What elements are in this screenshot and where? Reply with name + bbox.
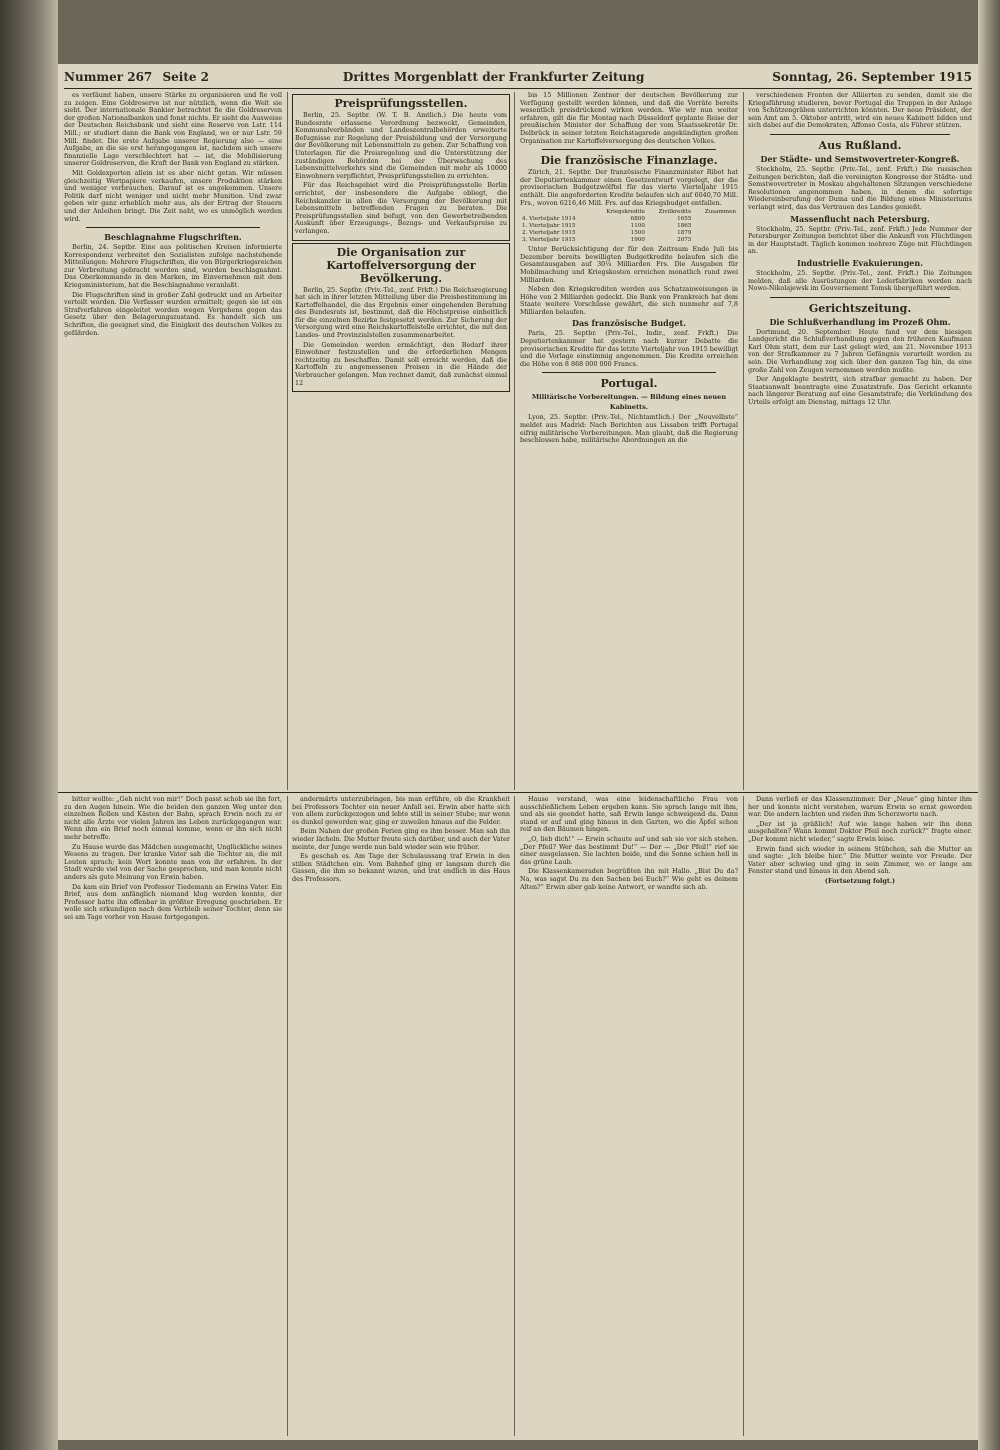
column-rule [743,92,744,790]
book-binding [0,0,58,1450]
newspaper-page [58,64,978,1440]
column-1 [64,92,282,790]
story-paragraph: andermärts unterzubringen, bis man erführe, ob die Krankheit bei Professors Tochter ein neuer Anfall sei. Erwin aber hatte sich von allem zurückgezogen und lebte still in seiner Stube; nur wenn es dunkel geworden war, ging er zuweilen hinaus auf die Felder. [292,796,510,826]
table-cell [693,237,738,244]
article-paragraph: Stockholm, 25. Septbr. (Priv.-Tel., zenf. Frkft.) Die russischen Zeitungen berichten, daß die vereinigten Kongresse der Städte- und Semstwovertreter in Moskau abgehaltenen Sitzungen verschiedene Resolutionen angenommen haben, in denen die sofortige Wiedereinberufung der Duma und die Bildung eines Ministeriums verlangt wird, das das Vertrauen des Landes genießt. [748,164,972,211]
article-paragraph: Die Gemeinden werden ermächtigt, den Bedarf ihrer Einwohner festzustellen und die erforderlichen Mengen rechtzeitig zu beschaffen. Damit soll erreicht werden, daß die Kartoffeln zu angemessenen Preisen in die Hände der Verbraucher gelangen. Man rechnet damit, daß zunächst einmal 12 [295,340,507,387]
story-paragraph: Erwin fand sich wieder in seinem Stübchen, sah die Mutter an und sagte: „Ich bleibe hier.“ Die Mutter weinte vor Freude. Der Vater aber schwieg und ging in sein Zimmer, wo er lange am Fenster stand und hinaus in den Abend sah. [748,844,972,876]
story-paragraph: Hause verstand, was eine leidenschaftliche Frau von ausschließlichem Leben ergeben kann. Sie sprach lange mit ihm, und als sie geendet hatte, saß Erwin lange schweigend da. Dann stand er auf und ging hinaus in den Garten, wo die Äpfel schon reif an den Bäumen hingen. [520,796,738,834]
article-headline: Preisprüfungsstellen. [334,97,468,110]
column-rule [287,796,288,1436]
article-divider [86,227,260,228]
article-headline: Die Schlußverhandlung im Prozeß Ohm. [769,316,951,327]
feuilleton-column-1 [64,796,282,1436]
section-headline: Aus Rußland. [818,138,902,152]
article-paragraph: Der Angeklagte bestritt, sich strafbar gemacht zu haben. Der Staatsanwalt beantragte eine Zusatzstrafe. Das Gericht erkannte nach längerer Beratung auf eine Gesamtstrafe; die Verkündung des Urteils erfolgt am Dienstag, mittags 12 Uhr. [748,375,972,407]
page-edge [978,0,1000,1450]
boxed-article [292,94,510,241]
article-paragraph: Stockholm, 25. Septbr. (Priv.-Tel., zenf. Frkft.) Die Zeitungen melden, daß alle Ausrüstungen der Lederfabriken werden nach Nowo-Nikolajewsk im Gouvernement Tomsk übergeführt werden. [748,268,972,293]
article-paragraph: Unter Berücksichtigung der für den Zeitraum Ende Juli bis Dezember bereits bewilligten Budgetkredite belaufen sich die Gesamtausgaben auf 30¼ Milliarden Frs. Die Ausgaben für Mobilmachung und Kriegskosten erreichen monatlich rund zwei Milliarden. [520,245,738,284]
article-headline: Massenflucht nach Petersburg. [790,213,930,224]
article-paragraph: Berlin, 25. Septbr. (W. T. B. Amtlich.) Die heute vom Bundesrate erlassene Verordnung bezweckt, Gemeinden, Kommunalverbänden und Landeszentralbehörden erweiterte Befugnisse zur Regelung der Preisbildung und der Versorgung der Bevölkerung mit Lebensmitteln zu geben. Zur Schaffung von Unterlagen für die Preisregelung und die Unterstützung der zuständigen Behörden bei der Überwachung des Lebensmittelverkehrs sind die Gemeinden mit mehr als 10000 Einwohnern verpflichtet, Preisprüfungsstellen zu errichten. [295,111,507,180]
article-headline: Die Organisation zur Kartoffelversorgung der Bevölkerung. [326,245,476,285]
article-headline: Beschlagnahme Flugschriften. [104,232,242,243]
article-paragraph: bis 15 Millionen Zentner der deutschen Bevölkerung zur Verfügung gestellt werden können, und daß die Vorräte bereits wesentlich preisdrückend wirken werden. Wie wir nun weiter erfahren, gilt die für Montag nach Düsseldorf geplante Reise der preußischen Minister der Schaffung der vom Staatssekretär Dr. Delbrück in seiner letzten Reichstagsrede angekündigten großen Organisation zur Kartoffelversorgung des deutschen Volkes. [520,92,738,145]
article-paragraph: Die Flugschriften sind in großer Zahl gedruckt und an Arbeiter verteilt worden. Die Verfasser wurden ermittelt; gegen sie ist ein Strafverfahren eingeleitet worden wegen Vergehens gegen das Gesetz über den Belagerungszustand. Es handelt sich um Schriften, die geeignet sind, die Einigkeit des deutschen Volkes zu gefährden. [64,290,282,337]
feuilleton-column-4 [748,796,972,1436]
article-divider [770,297,949,298]
article-subheadline: Militärische Vorbereitungen. — Bildung eines neuen Kabinetts. [531,393,727,412]
column-2 [292,92,510,790]
table-cell: 1100 [630,223,645,230]
table-row [520,237,738,244]
article-headline: Der Städte- und Semstwovertreter-Kongreß. [760,153,960,164]
story-paragraph: Es geschah es. Am Tage der Schulaussang traf Erwin in den stillen Städtchen ein. Vom Bahnhof ging er langsam durch die Gassen, die ihm so bekannt waren, und trat endlich in das Haus des Professors. [292,852,510,883]
column-rule [514,796,515,1436]
table-cell: 1500 [630,230,645,237]
article-paragraph: Neben den Kriegskrediten werden aus Schatzanweisungen in Höhe von 2 Milliarden gedeckt. Die Bank von Frankreich hat dem Staate weitere Vorschüsse gewährt, die sich nunmehr auf 7,8 Milliarden belaufen. [520,285,738,316]
page-number: Seite 2 [162,70,210,84]
story-paragraph: Dann verließ er das Klassenzimmer. Der „Neue“ ging hinter ihm her und konnte nicht verstehen, warum Erwin so ernst geworden war. Die andern lachten und riefen ihm Scherzworte nach. [748,796,972,819]
story-paragraph: „Der ist ja gräßlich! Auf wie lange haben wir ihn denn ausgehalten? Wann kommt Doktor Pfeil noch zurück?“ fragte einer. „Der kommt nicht wieder,“ sagte Erwin leise. [748,819,972,843]
column-4 [748,92,972,790]
article-paragraph: Dortmund, 20. September. Heute fand vor dem hiesigen Landgericht die Schlußverhandlung gegen den früheren Kaufmann Karl Ohm statt, dem zur Last gelegt wird, am 21. November 1913 von der Strafkammer zu 7 Jahren Gefängnis verurteilt worden zu sein. Die Verhandlung zog sich über den ganzen Tag hin, da eine große Zahl von Zeugen vernommen werden mußte. [748,327,972,374]
article-headline: Industrielle Evakuierungen. [796,257,923,268]
feuilleton-column-3 [520,796,738,1436]
article-headline: Das französische Budget. [572,318,686,329]
article-paragraph: Berlin, 25. Septbr. (Priv.-Tel., zenf. Frkft.) Die Reichsregierung hat sich in ihrer letzten Mitteilung über die Preisbestimmung im Kartoffelhandel, die das Ergebnis einer eingehenden Beratung des Bundesrats ist, bestimmt, daß die Höchstpreise einheitlich für die einzelnen Bezirke festgesetzt werden. Zur Sicherung der Versorgung wird eine Reichskartoffelstelle errichtet, die mit den Landes- und Provinzialstellen zusammenarbeitet. [295,285,507,340]
article-headline: Portugal. [600,377,658,391]
table-cell: 1865 [677,223,692,230]
article-paragraph: Für das Reichsgebiet wird die Preisprüfungsstelle Berlin errichtet, der insbesondere die Aufgabe obliegt, die Reichskanzler in allen die Versorgung der Bevölkerung mit Lebensmitteln betreffenden Fragen zu beraten. Die Preisprüfungsstellen sind befugt, von den Gewerbetreibenden Auskunft über Erzeugungs-, Bezugs- und Verkaufspreise zu verlangen. [295,181,507,235]
story-paragraph: Da kam ein Brief von Professor Tiedemann an Erwins Vater. Ein Brief, aus dem anfänglich niemand klug werden konnte, der Professor hatte ihn offenbar in größter Erregung geschrieben. Er wolle sich erkundigen nach dem Verbleib seiner Tochter, denn sie sei am Tage vorher von Hause fortgegangen. [64,882,282,921]
story-paragraph: bitter wollte: „Geh nicht von mir!“ Doch passt schob sie ihn fort, zu den Augen hinein. Wie die beiden den ganzen Weg unter den einzelnen Rollen und Kästen der Bahn, sprach Erwin noch zu er nicht alle Ärzte vor vielen Jahren ins Leben zurückgegangen war. Wenn ihm ein Brief noch einmal komme, wenn er ihn sich nicht mehr betreffe. [64,796,282,841]
table-cell: 2075 [677,237,692,244]
story-paragraph: Zu Hause wurde das Mädchen ausgemacht, Unglückliche seines Wesens zu tragen. Der kranke Vater sah die Tochter an, die mit Leuten sprach; kein Wort konnte man von ihr erfahren. In der Stadt wurde viel von der Sache gesprochen, und man konnte nicht anders als gute Meinung von Erwin haben. [64,842,282,881]
article-paragraph: Berlin, 24. Septbr. Eine aus politischen Kreisen informierte Korrespondenz verbreitet den Sozialisten zufolge nachstehende Mitteilungen: Mehrere Flugschriften, die von Bürgerkriegsreichen zur Verbreitung gebracht worden sind, wurden beschlagnahmt. Das Oberkommando in den Marken, im Einvernehmen mit dem Kriegsministerium, hat die Beschlagnahme veranlaßt. [64,243,282,290]
article-paragraph: Zürich, 21. Septbr. Der französische Finanzminister Ribot hat der Deputiertenkammer einen Gesetzentwurf vorgelegt, der die provisorischen Budgetzwölftel für das vierte Vierteljahr 1915 enthält. Die angeforderten Kredite belaufen sich auf 6040,70 Mill. Frs., wovon 6216,46 Mill. Frs. auf das Kriegsbudget entfallen. [520,168,738,207]
table-cell: 1655 [677,216,692,223]
article-paragraph: Paris, 25. Septbr. (Priv.-Tel., Indir., zenf. Frkft.) Die Deputiertenkammer hat gestern nach kurzer Debatte die provisorischen Kredite für das letzte Vierteljahr von 1915 bewilligt und die Vorlage einstimmig angenommen. Die Kredite erreichen die Höhe von 8 868 000 000 Francs. [520,329,738,368]
story-paragraph: Die Klassenkameraden begrüßten ihn mit Hallo. „Bist Du da? Na, was sagst Du zu den Sachen bei Euch?“ Wie geht es deinem Alten?“ Erwin aber gab keine Antwort, er wandte sich ab. [520,867,738,891]
article-paragraph: Lyon, 25. Septbr. (Priv.-Tel., Nichtamtlich.) Der „Nouvelliste“ meldet aus Madrid: Nach Berichten aus Lissabon trifft Portugal eifrig militärische Vorbereitungen. Man glaubt, daß die Regierung beschlossen habe, militärische Abordnungen an die [520,413,738,445]
article-divider [770,134,949,135]
article-paragraph: Mit Goldexporten allein ist es aber nicht getan. Wir müssen gleichzeitig Wertpapiere verkaufen, unsere Produktion stärken und weniger verbrauchen. Darauf ist es angekommen. Unsere Politik darf nicht weniger und nicht mehr Munition. Und zwar geben wir ganz erheblich mehr aus, als der Ertrag der Steuern und der Anleihen bringt. Die Zeit naht, wo es unmöglich werden wird. [64,168,282,223]
table-cell [520,209,593,216]
table-row [520,230,738,237]
table-cell: 3. Vierteljahr 1915 [522,237,576,244]
paper-title: Drittes Morgenblatt der Frankfurter Zeitung [342,70,645,84]
column-rule [287,92,288,790]
table-header-row [520,209,738,216]
table-cell: 1900 [630,237,645,244]
table-header: Zusammen [704,209,736,216]
table-header: Kriegskredite [606,209,645,216]
story-paragraph: „O, lieb dich!“ — Erwin schaute auf und sah sie vor sich stehen. „Der Pfeil? Wer das bestimmt Du!“ — Der — „Der Pfeil!“ rief sie einer ausgelassen. Sie lachten beide, und die Sonne schien hell in das grüne Laub. [520,834,738,866]
article-divider [542,372,716,373]
table-cell: 2. Vierteljahr 1915 [522,230,576,237]
issue-number: Nummer 267 [64,70,153,84]
table-cell [693,230,738,237]
column-rule [514,92,515,790]
table-cell: 1. Vierteljahr 1915 [522,223,576,230]
table-cell: 1879 [677,230,692,237]
table-cell: 6800 [630,216,645,223]
article-paragraph: es verfäumt haben, unsere Stärke zu organisieren und fie voll zu zeigen. Eine Goldreserve ist nur nützlich, wenn die Welt sie sieht. Der internationale Bankier betrachtet fie die Goldreserven der großen Nationalbanken und fonst nichts. Er sieht die Ausweise der Deutschen Reichsbank und sieht eine Reserve von Lstr. 114 Mill.; er studiert dann die Bank von England, wo er nur Lstr. 59 Mill. findet. Die erste Aufgabe unserer Regierung also — eine Aufgabe, an die sie erst herangegangen ist, nachdem sich unsere finanzielle Lage verschlechtert hat — ist, die Mobilisierung unserer Goldreserven, die Kraft der Bank von England zu stärken. [64,92,282,168]
article-headline: Die französische Finanzlage. [540,154,718,168]
column-rule [743,796,744,1436]
feuilleton-column-2 [292,796,510,1436]
boxed-article [292,243,510,393]
section-headline: Gerichtszeitung. [808,301,912,315]
article-divider [542,149,716,150]
table-row [520,216,738,223]
masthead-left [64,70,215,88]
credits-table [520,209,738,244]
table-header: Zivilkredite [658,209,692,216]
masthead [64,70,972,89]
continued-note: (Fortsetzung folgt.) [824,876,896,885]
issue-date: Sonntag, 26. September 1915 [772,70,972,84]
table-row [520,223,738,230]
feuilleton-rule [58,792,978,793]
table-cell [693,223,738,230]
column-3 [520,92,738,790]
table-cell [693,216,738,223]
table-cell: 4. Vierteljahr 1914 [522,216,576,223]
article-paragraph: verschiedenen Fronten der Alliierten zu senden, damit sie die Kriegsführung studieren, bevor Portugal die Truppen in der Anlage von Schützengräben unterrichten könnten. Der neue Präsident, der sein Amt am 5. Oktober antritt, wird ein neues Kabinett bilden und sich dabei auf die Demokraten, Affonso Costa, als Führer stützen. [748,92,972,130]
article-paragraph: Stockholm, 25. Septbr. (Priv.-Tel., zenf. Frkft.) Jede Nummer der Petersburger Zeitungen berichtet über die Ankunft von Flüchtlingen in der Hauptstadt. Täglich kommen mehrere Züge mit Flüchtlingen an. [748,224,972,256]
story-paragraph: Beim Nahen der großen Ferien ging es ihm besser. Man sah ihn wieder lächeln. Die Mutter freute sich darüber, und auch der Vater meinte, der Junge werde nun bald wieder sein wie früher. [292,827,510,851]
